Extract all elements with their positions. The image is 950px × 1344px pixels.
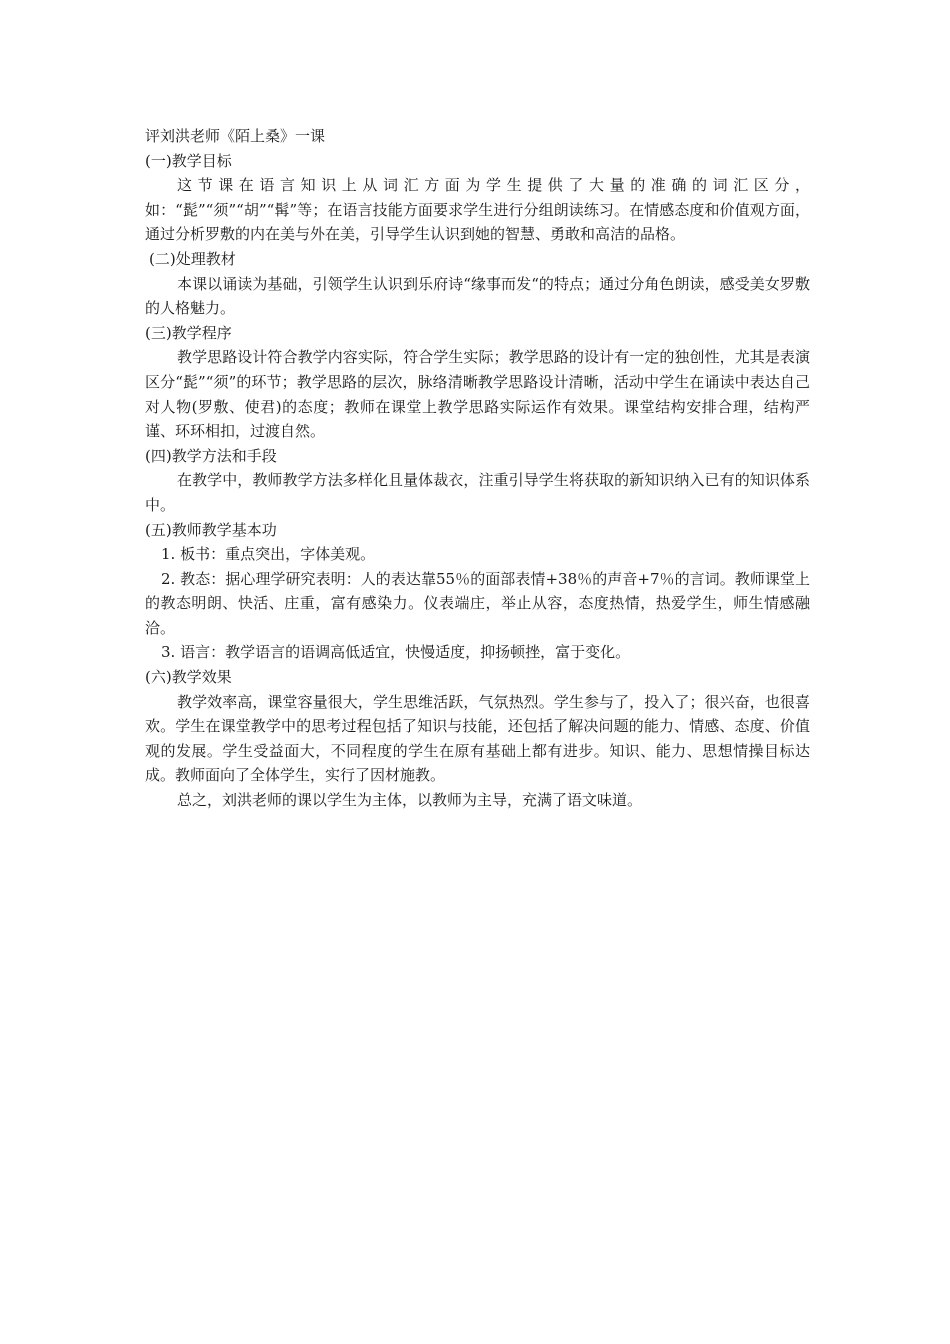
- list-item-number: 1.: [161, 545, 176, 564]
- document-body: [145, 124, 810, 813]
- list-item-text: 语言：教学语言的语调高低适宜，快慢适度，抑扬顿挫，富于变化。: [180, 643, 631, 662]
- document-title: 评刘洪老师《陌上桑》一课: [145, 127, 326, 145]
- section-heading: (一)教学目标: [145, 151, 232, 170]
- section-paragraph: 在教学中，教师教学方法多样化且量体裁衣，注重引导学生将获取的新知识纳入已有的知识体系中。: [145, 471, 810, 514]
- list-item: [145, 567, 810, 641]
- section-heading: (二)处理教材: [149, 249, 236, 268]
- list-item-number: 2.: [161, 569, 176, 588]
- section-paragraph: 教学效率高，课堂容量很大，学生思维活跃，气氛热烈。学生参与了，投入了；很兴奋，也很喜欢。学生在课堂教学中的思考过程包括了知识与技能，还包括了解决问题的能力、情感、态度、价值观的发展。学生受益面大，不同程度的学生在原有基础上都有进步。知识、能力、思想情操目标达成。教师面向了全体学生，实行了因材施教。: [145, 692, 810, 785]
- section-heading: (三)教学程序: [145, 323, 232, 342]
- list-item-text: 教态：据心理学研究表明：人的表达靠55％的面部表情+38％的声音+7％的言词。教师课堂上的教态明朗、快活、庄重，富有感染力。仪表端庄，举止从容，态度热情，热爱学生，师生情感融洽。: [145, 569, 810, 637]
- section-heading: (五)教师教学基本功: [145, 520, 277, 539]
- section-paragraph: 这节课在语言知识上从词汇方面为学生提供了大量的准确的词汇区分，如：“髭”“须”“胡”“髯”等；在语言技能方面要求学生进行分组朗读练习。在情感态度和价值观方面，通过分析罗敷的内在美与外在美，引导学生认识到她的智慧、勇敢和高洁的品格。: [145, 176, 810, 244]
- closing-paragraph: 总之，刘洪老师的课以学生为主体，以教师为主导，充满了语文味道。: [177, 791, 643, 810]
- section-heading: (六)教学效果: [145, 668, 232, 687]
- list-item: [145, 542, 810, 567]
- list-item: [145, 640, 810, 665]
- list-item-text: 板书：重点突出，字体美观。: [180, 545, 376, 564]
- section-paragraph: 本课以诵读为基础，引领学生认识到乐府诗“缘事而发“的特点；通过分角色朗读，感受美女罗敷的人格魅力。: [145, 274, 810, 318]
- list-item-number: 3.: [161, 643, 176, 662]
- section-heading: (四)教学方法和手段: [145, 446, 277, 465]
- section-paragraph: 教学思路设计符合教学内容实际，符合学生实际；教学思路的设计有一定的独创性，尤其是表演区分“髭”“须”的环节；教学思路的层次，脉络清晰教学思路设计清晰，活动中学生在诵读中表达自己对人物(罗敷、使君)的态度；教师在课堂上教学思路实际运作有效果。课堂结构安排合理，结构严谨、环环相扣，过渡自然。: [145, 348, 810, 441]
